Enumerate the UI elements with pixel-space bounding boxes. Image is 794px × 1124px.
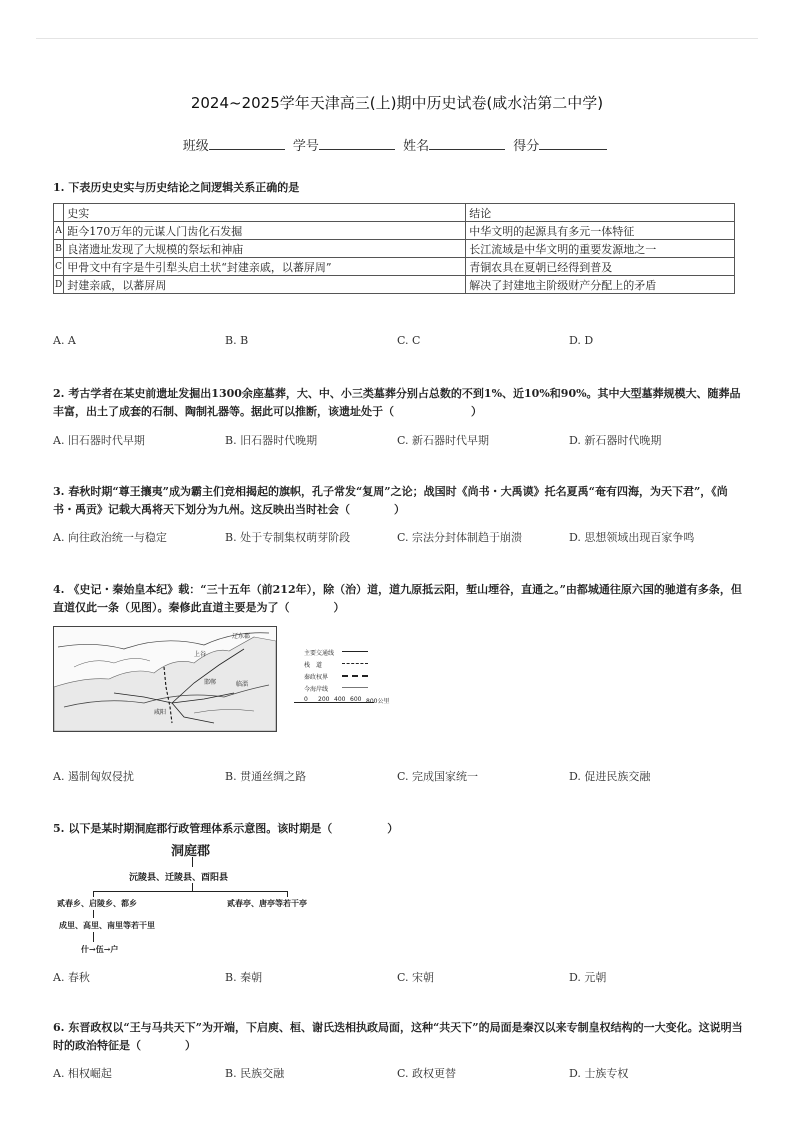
diagram-units: 什→伍→户 bbox=[81, 944, 119, 954]
map-legend bbox=[290, 640, 400, 710]
table-row bbox=[54, 276, 735, 294]
question-6-stem: 6. 东晋政权以“王与马共天下”为开端，下启庾、桓、谢氏迭相执政局面，这种“共天下”的局面是秦汉以来专制皇权结构的一大变化。这说明当时的政治特征是（ ） bbox=[53, 1021, 743, 1052]
option-c[interactable]: C. 宗法分封体制趋于崩溃 bbox=[397, 531, 523, 544]
option-b[interactable]: B. 秦朝 bbox=[225, 971, 263, 984]
diagram-top: 洞庭郡 bbox=[171, 844, 211, 859]
row-key: B bbox=[54, 240, 64, 258]
option-a[interactable]: A. 旧石器时代早期 bbox=[53, 434, 145, 447]
page-title: 2024~2025学年天津高三(上)期中历史试卷(咸水沽第二中学) bbox=[190, 94, 604, 112]
option-d[interactable]: D. 思想领域出现百家争鸣 bbox=[569, 531, 695, 544]
diagram-right-branch: 贰春亭、唐亭等若干亭 bbox=[227, 898, 307, 908]
question-4-stem: 4. 《史记・秦始皇本纪》载：“三十五年（前212年），除（治）道，道九原抵云阳，堑山堙谷，直通之。”由都城通往原六国的驰道有多条，但直道仅此一条（见图）。秦修此直道主要是为了（ ） bbox=[53, 583, 742, 614]
scale-tick: 600 bbox=[350, 696, 362, 703]
row-conclusion: 长江流域是中华文明的重要发源地之一 bbox=[466, 240, 735, 258]
map-label: 邯郸 bbox=[204, 679, 217, 686]
scale-tick: 800公里 bbox=[366, 698, 390, 705]
map-label: 临淄 bbox=[236, 681, 249, 688]
student-info-line bbox=[0, 135, 794, 154]
row-fact: 甲骨文中有字是牛引犁头启土状“封建亲戚，以蕃屏周” bbox=[64, 258, 466, 276]
option-b[interactable]: B. 贯通丝绸之路 bbox=[225, 770, 307, 783]
number-label: 学号 bbox=[292, 139, 319, 154]
admin-system-diagram bbox=[53, 840, 363, 958]
option-d[interactable]: D. 元朝 bbox=[569, 971, 607, 984]
diagram-villages: 成里、高里、南里等若干里 bbox=[59, 920, 155, 930]
number-field[interactable] bbox=[319, 137, 395, 150]
option-b[interactable]: B. 处于专制集权萌芽阶段 bbox=[225, 531, 351, 544]
name-label: 姓名 bbox=[403, 139, 430, 154]
legend-item: 今海岸线 bbox=[304, 686, 329, 693]
row-conclusion: 解决了封建地主阶级财产分配上的矛盾 bbox=[466, 276, 735, 294]
option-b[interactable]: B. 民族交融 bbox=[225, 1067, 285, 1080]
option-b[interactable]: B. B bbox=[225, 334, 249, 347]
scale-tick: 0 bbox=[304, 696, 308, 703]
class-label: 班级 bbox=[182, 139, 209, 154]
row-fact: 封建亲戚，以蕃屏周 bbox=[64, 276, 466, 294]
row-key: C bbox=[54, 258, 64, 276]
table-header-row bbox=[54, 204, 735, 222]
diagram-left-branch: 贰春乡、启陵乡、都乡 bbox=[57, 898, 137, 908]
header-divider bbox=[36, 38, 758, 39]
legend-item: 主要交通线 bbox=[304, 650, 335, 657]
score-label: 得分 bbox=[513, 139, 540, 154]
option-d[interactable]: D. 促进民族交融 bbox=[569, 770, 651, 783]
row-key: D bbox=[54, 276, 64, 294]
option-a[interactable]: A. 相权崛起 bbox=[53, 1067, 112, 1080]
question-3-stem: 3. 春秋时期“尊王攘夷”成为霸主们竞相揭起的旗帜，孔子常发“复周”之论；战国时《尚书・大禹谟》托名夏禹“奄有四海，为天下君”，《尚书・禹贡》记载大禹将天下划分为九州。这反映出当时社会（ ） bbox=[53, 485, 728, 516]
table-row bbox=[54, 258, 735, 276]
option-c[interactable]: C. 宋朝 bbox=[397, 971, 435, 984]
option-a[interactable]: A. 春秋 bbox=[53, 971, 90, 984]
option-d[interactable]: D. 士族专权 bbox=[569, 1067, 629, 1080]
row-fact: 良渚遗址发现了大规模的祭坛和神庙 bbox=[64, 240, 466, 258]
question-2-stem: 2. 考古学者在某史前遗址发掘出1300余座墓葬，大、中、小三类墓葬分别占总数的不到1%、近10%和90%。其中大型墓葬规模大、随葬品丰富，出土了成套的石制、陶制礼器等。据此可以推断，该遗址处于（ ） bbox=[53, 387, 741, 418]
question-5-stem: 5. 以下是某时期洞庭郡行政管理体系示意图。该时期是（ ） bbox=[53, 822, 399, 835]
map-label: 上谷 bbox=[194, 651, 207, 658]
legend-item: 秦政权界 bbox=[304, 674, 329, 681]
option-c[interactable]: C. C bbox=[397, 334, 421, 347]
class-field[interactable] bbox=[209, 137, 285, 150]
question-1-table bbox=[53, 203, 735, 294]
row-conclusion: 青铜农具在夏朝已经得到普及 bbox=[466, 258, 735, 276]
option-a[interactable]: A. A bbox=[53, 334, 76, 347]
table-row bbox=[54, 222, 735, 240]
scale-tick: 200 bbox=[318, 696, 330, 703]
option-c[interactable]: C. 完成国家统一 bbox=[397, 770, 479, 783]
option-d[interactable]: D. 新石器时代晚期 bbox=[569, 434, 662, 447]
option-c[interactable]: C. 政权更替 bbox=[397, 1067, 457, 1080]
name-field[interactable] bbox=[429, 137, 505, 150]
scale-tick: 400 bbox=[334, 696, 346, 703]
option-a[interactable]: A. 遏制匈奴侵扰 bbox=[53, 770, 134, 783]
legend-item: 栈 道 bbox=[304, 662, 323, 669]
option-b[interactable]: B. 旧石器时代晚期 bbox=[225, 434, 318, 447]
row-key: A bbox=[54, 222, 64, 240]
question-1-stem: 1. 下表历史史实与历史结论之间逻辑关系正确的是 bbox=[53, 181, 300, 194]
option-c[interactable]: C. 新石器时代早期 bbox=[397, 434, 490, 447]
map-label: 辽东郡 bbox=[232, 633, 251, 640]
row-fact: 距今170万年的元谋人门齿化石发掘 bbox=[64, 222, 466, 240]
map-label: 咸阳 bbox=[154, 709, 167, 716]
table-row bbox=[54, 240, 735, 258]
option-d[interactable]: D. D bbox=[569, 334, 594, 347]
row-conclusion: 中华文明的起源具有多元一体特征 bbox=[466, 222, 735, 240]
option-a[interactable]: A. 向往政治统一与稳定 bbox=[53, 531, 167, 544]
diagram-counties: 沅陵县、迁陵县、酉阳县 bbox=[129, 873, 229, 883]
qin-road-map bbox=[53, 626, 277, 732]
table-header-fact: 史实 bbox=[64, 204, 466, 222]
table-header-conclusion: 结论 bbox=[466, 204, 735, 222]
score-field[interactable] bbox=[539, 137, 607, 150]
